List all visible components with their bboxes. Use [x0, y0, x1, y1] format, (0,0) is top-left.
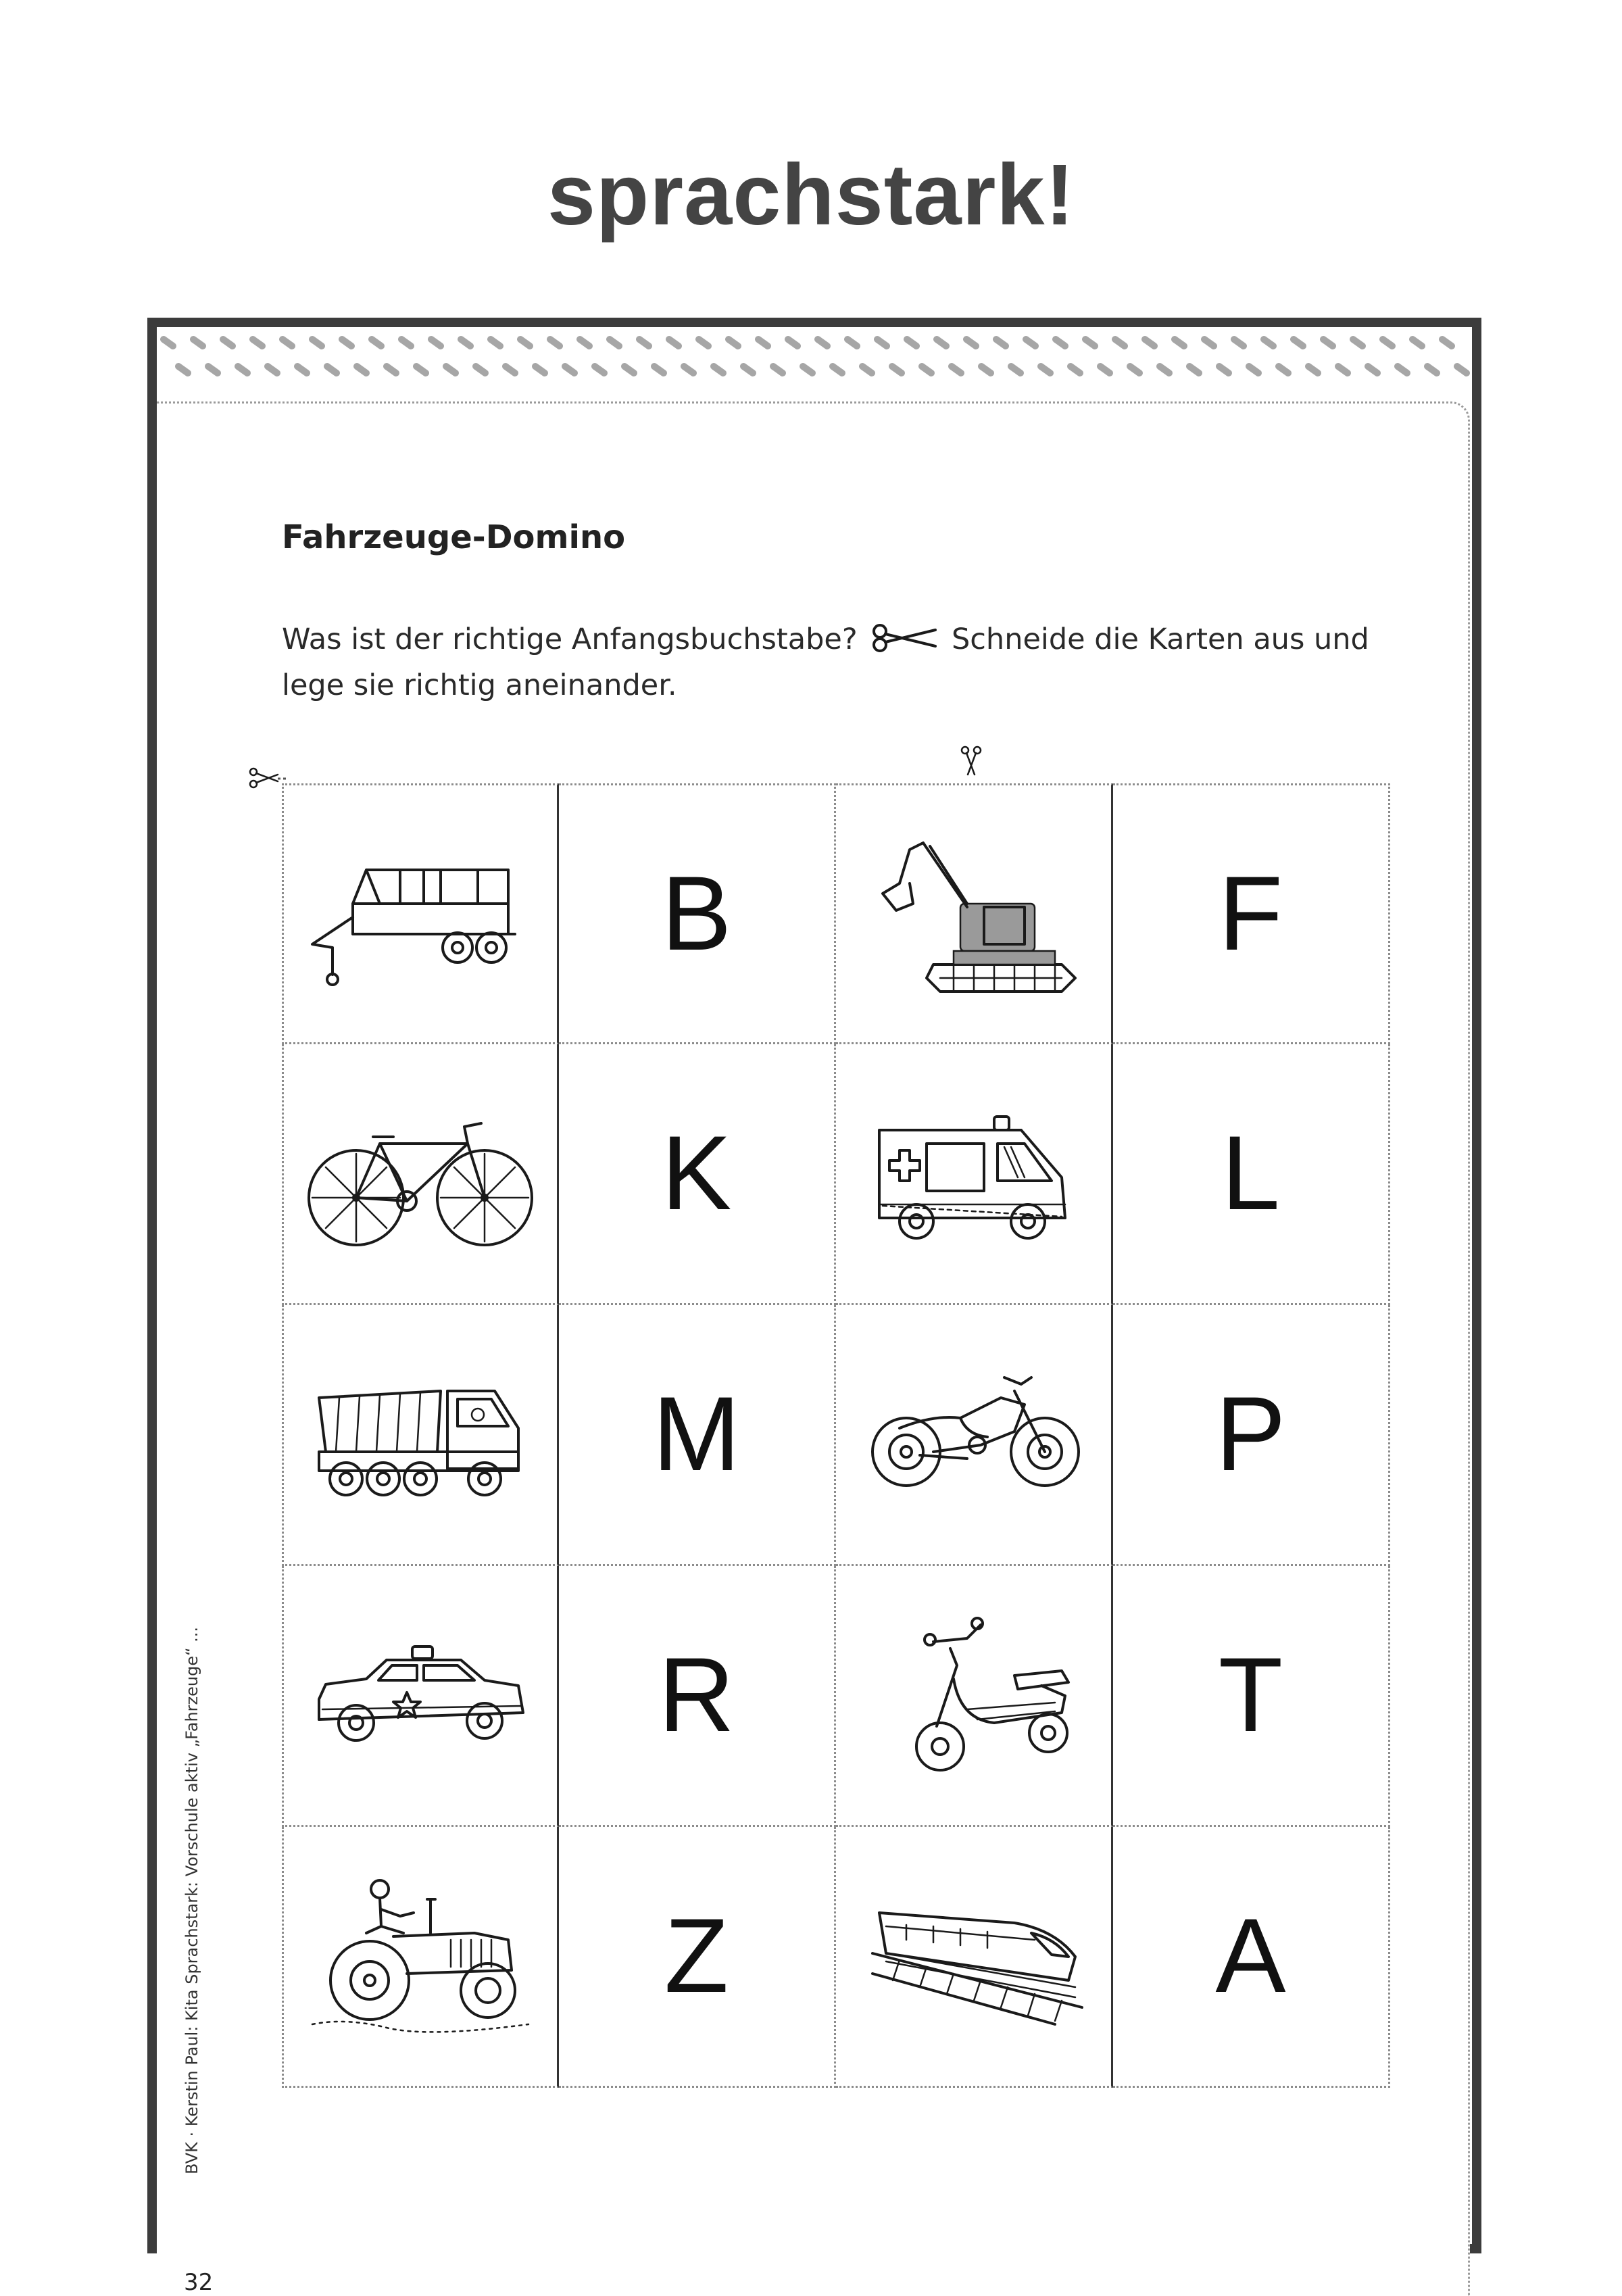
decorative-dash: [1457, 366, 1467, 373]
decorative-dash: [491, 339, 500, 346]
letter: M: [652, 1375, 741, 1493]
decorative-dash: [312, 339, 322, 346]
decorative-dash: [238, 366, 247, 373]
decorative-dash: [1145, 339, 1154, 346]
decorative-dash: [1085, 339, 1095, 346]
decorative-dash: [1308, 366, 1318, 373]
decorative-dash: [1189, 366, 1199, 373]
trailer-icon: [305, 829, 535, 998]
worksheet-sheet: [157, 401, 1470, 2296]
decorative-dash: [565, 366, 574, 373]
decorative-dash: [520, 339, 530, 346]
decorative-dash: [357, 366, 366, 373]
decorative-dash: [803, 366, 812, 373]
decorative-dash: [1264, 339, 1273, 346]
decorative-dash: [327, 366, 337, 373]
domino-card-letter: [1113, 783, 1390, 1044]
decorative-dash: [223, 339, 232, 346]
decorative-dash: [1011, 366, 1021, 373]
decorative-dash: [580, 339, 589, 346]
decorative-dash: [1279, 366, 1288, 373]
decorative-dash: [208, 366, 218, 373]
decorative-dash: [1100, 366, 1110, 373]
decorative-dash: [1115, 339, 1125, 346]
domino-card-letter: [1113, 1827, 1390, 2088]
decorative-dash: [401, 339, 411, 346]
decorative-dash: [1130, 366, 1139, 373]
decorative-dash: [892, 366, 902, 373]
decorative-dash: [699, 339, 708, 346]
decorative-dash: [833, 366, 842, 373]
decorative-dash: [1175, 339, 1184, 346]
decorative-dash: [684, 366, 693, 373]
decorative-dash: [253, 339, 262, 346]
decorative-dash: [966, 339, 976, 346]
decorative-dash: [461, 339, 470, 346]
bicycle-icon: [305, 1090, 535, 1259]
decorative-dash: [1442, 339, 1452, 346]
decorative-dash: [624, 366, 634, 373]
decorative-dash: [416, 366, 426, 373]
decorative-dash: [981, 366, 991, 373]
letter: P: [1215, 1375, 1286, 1493]
cut-mark-scissors-icon: [958, 745, 985, 785]
decorative-dash: [996, 339, 1006, 346]
decorative-dash: [1427, 366, 1437, 373]
decorative-dash: [773, 366, 783, 373]
decorative-dash: [952, 366, 961, 373]
domino-card-letter: [559, 1044, 836, 1305]
decorative-dash: [1368, 366, 1377, 373]
train-icon: [859, 1872, 1089, 2041]
decorative-dash: [193, 339, 203, 346]
decorative-dash: [862, 366, 872, 373]
decorative-dash: [372, 339, 381, 346]
decorative-dash: [1323, 339, 1333, 346]
decorative-dash: [535, 366, 545, 373]
decorative-dash: [1249, 366, 1258, 373]
domino-card-picture: [282, 1305, 559, 1566]
domino-card-letter: [1113, 1044, 1390, 1305]
domino-card-picture: [282, 1566, 559, 1827]
decorative-dash: [729, 339, 738, 346]
domino-card-picture: [836, 1827, 1113, 2088]
brand-title: sprachstark!: [547, 147, 1075, 243]
decorative-dash: [877, 339, 887, 346]
decorative-dash: [342, 339, 351, 346]
decorative-dash: [282, 339, 292, 346]
decorative-dash: [788, 339, 797, 346]
decorative-dash: [1353, 339, 1362, 346]
decorative-dash: [506, 366, 515, 373]
decorative-dash: [476, 366, 485, 373]
excavator-icon: [859, 829, 1089, 998]
domino-card-letter: [559, 1827, 836, 2088]
domino-card-picture: [836, 1044, 1113, 1305]
decorative-dash: [1056, 339, 1065, 346]
letter: K: [661, 1115, 732, 1232]
instruction-text: [282, 616, 1397, 708]
decorative-dash: [758, 339, 768, 346]
decorative-dash: [818, 339, 827, 346]
decorative-dash: [268, 366, 277, 373]
decorative-dash: [1294, 339, 1303, 346]
ambulance-icon: [859, 1090, 1089, 1259]
decorative-dash: [431, 339, 441, 346]
decorative-dash: [937, 339, 946, 346]
decorative-dash: [595, 366, 604, 373]
domino-card-picture: [282, 783, 559, 1044]
decorative-dash: [1026, 339, 1035, 346]
worksheet-frame: [147, 318, 1481, 2296]
worksheet-title: Fahrzeuge-Domino: [282, 518, 626, 556]
letter: L: [1221, 1115, 1280, 1232]
decorative-dash: [1219, 366, 1229, 373]
motorcycle-icon: [859, 1350, 1089, 1519]
decorative-dash: [387, 366, 396, 373]
domino-card-letter: [1113, 1566, 1390, 1827]
dump-truck-icon: [305, 1350, 535, 1519]
decorative-dash: [1383, 339, 1392, 346]
letter: B: [661, 854, 732, 973]
letter: T: [1218, 1636, 1283, 1754]
decorative-dash: [669, 339, 679, 346]
decorative-dash: [610, 339, 619, 346]
domino-card-picture: [836, 1305, 1113, 1566]
decorative-dash: [1234, 339, 1244, 346]
decorative-dash: [1071, 366, 1080, 373]
page-number: 32: [184, 2269, 214, 2296]
copyright-credit: BVK · Kerstin Paul: Kita Sprachstark: Vorschule aktiv „Fahrzeuge“ ...: [182, 1626, 201, 2174]
scissors-icon: [870, 623, 938, 653]
decorative-dash: [1204, 339, 1214, 346]
decorative-dash: [550, 339, 560, 346]
letter: R: [658, 1636, 735, 1754]
domino-card-letter: [1113, 1305, 1390, 1566]
scooter-icon: [859, 1611, 1089, 1780]
decorative-dash: [1338, 366, 1348, 373]
domino-card-letter: [559, 1566, 836, 1827]
decorative-dash: [907, 339, 916, 346]
letter: Z: [664, 1897, 729, 2015]
decorative-dash: [654, 366, 664, 373]
instruction-question: Was ist der richtige Anfangsbuchstabe?: [282, 622, 858, 656]
police-car-icon: [305, 1611, 535, 1780]
decorative-dash: [1412, 339, 1422, 346]
domino-grid: [282, 783, 1390, 2088]
decorative-dash: [847, 339, 857, 346]
decorative-dash: [1160, 366, 1169, 373]
decorative-dash: [639, 339, 649, 346]
decorative-dash: [1398, 366, 1407, 373]
decorative-dash: [446, 366, 456, 373]
decorative-dash: [164, 339, 173, 346]
decorative-dash: [297, 366, 307, 373]
decorative-dash: [714, 366, 723, 373]
letter: A: [1215, 1897, 1286, 2015]
domino-card-picture: [836, 1566, 1113, 1827]
domino-card-picture: [836, 783, 1113, 1044]
domino-card-letter: [559, 783, 836, 1044]
domino-card-picture: [282, 1044, 559, 1305]
decorative-dash: [743, 366, 753, 373]
decorative-dash: [1041, 366, 1050, 373]
instruction-task: Schneide die Karten aus und lege sie richtig aneinander.: [282, 622, 1369, 702]
domino-card-letter: [559, 1305, 836, 1566]
decorative-dash: [922, 366, 931, 373]
tractor-icon: [305, 1872, 535, 2041]
domino-card-picture: [282, 1827, 559, 2088]
decorative-dash: [178, 366, 188, 373]
letter: F: [1218, 854, 1283, 973]
